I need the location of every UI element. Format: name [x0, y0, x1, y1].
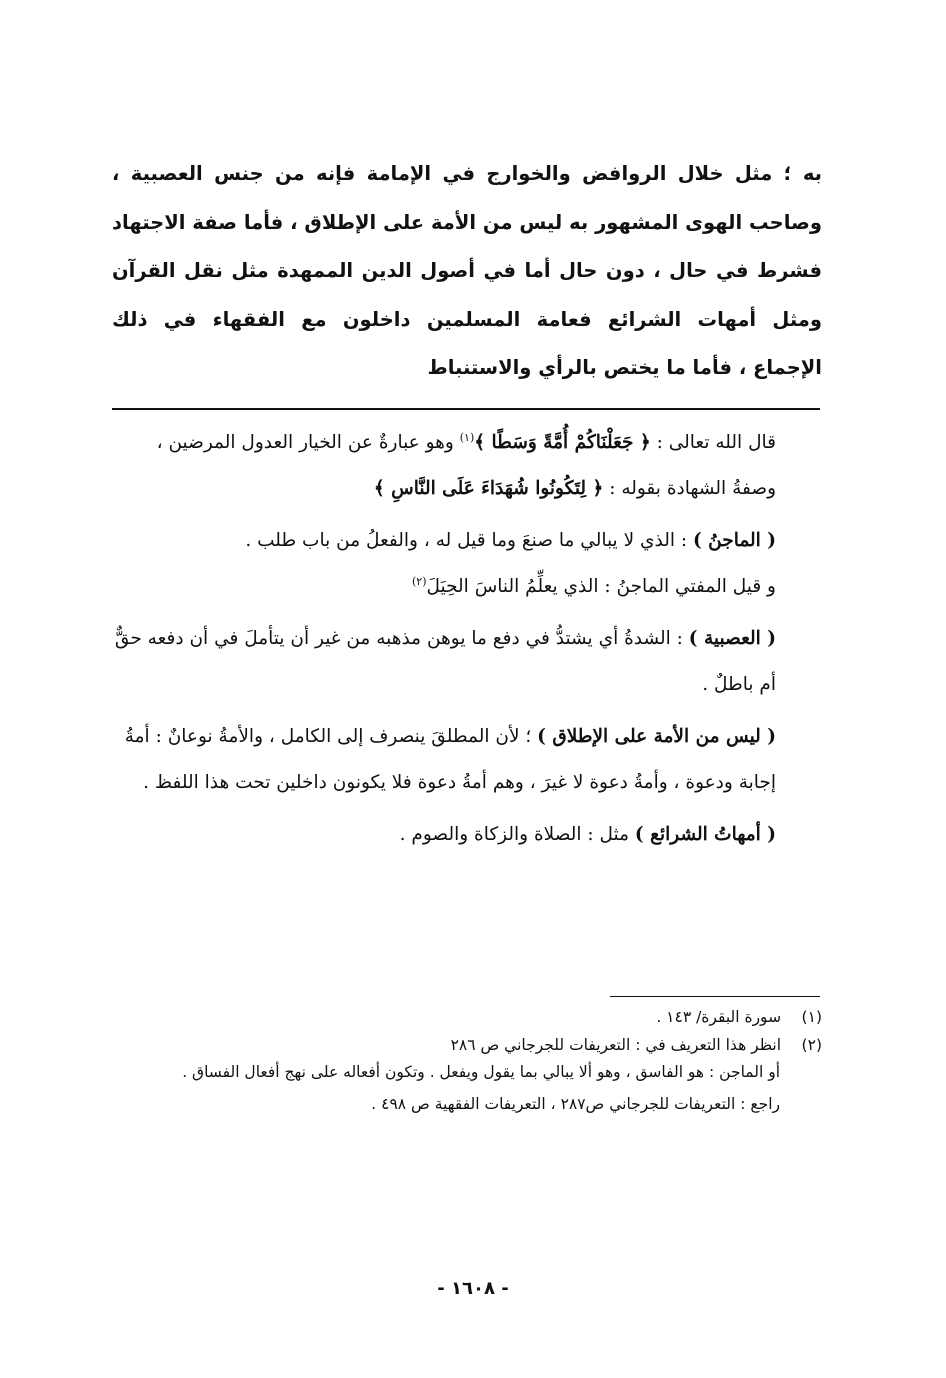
commentary-text: قال الله تعالى : — [650, 432, 776, 453]
commentary-paragraph — [112, 564, 822, 610]
footnote — [112, 1032, 822, 1060]
footnote-ref: (١) — [459, 430, 475, 444]
commentary-paragraph — [112, 714, 822, 806]
quran-verse: ﴿ لِتَكُونُوا شُهَدَاءَ عَلَى النَّاسِ ﴾ — [373, 478, 604, 499]
defined-term: ( أمهاتُ الشرائع ) — [634, 824, 776, 845]
main-text-line: به ؛ مثل خلال الروافض والخوارج في الإمامة فإنه من جنس العصبية ، — [112, 162, 822, 185]
main-text-line: فشرط في حال ، دون حال أما في أصول الدين الممهدة مثل نقل القرآن — [112, 259, 822, 282]
footnote-number: (٢) — [801, 1035, 822, 1054]
main-text-line: ومثل أمهات الشرائع فعامة المسلمين داخلون مع الفقهاء في ذلك — [112, 307, 822, 331]
defined-term: ( ليس من الأمة على الإطلاق ) — [537, 726, 776, 747]
footnote-continuation: أو الماجن : هو الفاسق ، وهو ألا يبالي بما يقول ويفعل . وتكون أفعاله على نهج أفعال الفساق . — [182, 1063, 780, 1081]
commentary-text: : الشدةُ أي يشتدُّ في دفع ما يوهن مذهبه من غير أن يتأملَ في أن دفعه حقٌّ أم باطلٌ . — [114, 628, 776, 695]
main-text-block — [112, 150, 822, 393]
commentary-text: مثل : الصلاة والزكاة والصوم . — [399, 824, 635, 845]
commentary-paragraph — [112, 420, 822, 512]
footnote-separator-rule — [610, 996, 820, 997]
commentary-paragraph — [112, 616, 822, 708]
page-number: - ١٦٠٨ - — [437, 1278, 509, 1299]
commentary-paragraph — [112, 518, 822, 564]
footnote-text: انظر هذا التعريف في : التعريفات للجرجاني ص ٢٨٦ — [450, 1035, 782, 1054]
commentary-paragraph — [112, 812, 822, 858]
footnote-ref: (٢) — [412, 574, 427, 588]
footnote — [112, 1004, 822, 1032]
commentary-text: ؛ لأن المطلقَ ينصرف إلى الكامل ، والأمةُ نوعانٌ : أمةُ إجابة ودعوة ، وأمةُ دعوة لا غيرَ ، وهم أمةُ دعوة فلا يكونون داخلين تحت هذا اللفظ . — [124, 726, 776, 793]
footnote-text: سورة البقرة/ ١٤٣ . — [656, 1008, 782, 1026]
footnotes-block — [112, 1004, 822, 1118]
defined-term: ( الماجنُ ) — [692, 530, 776, 551]
main-text-line: وصاحب الهوى المشهور به ليس من الأمة على الإطلاق ، فأما صفة الاجتهاد — [112, 210, 822, 234]
quran-verse: ﴿ جَعَلْنَاكُمْ أُمَّةً وَسَطًا ﴾ — [474, 432, 651, 453]
defined-term: ( العصبية ) — [688, 628, 776, 649]
main-text-line: الإجماع ، فأما ما يختص بالرأي والاستنباط — [427, 356, 822, 379]
footnote-continuation: راجع : التعريفات للجرجاني ص٢٨٧ ، التعريفات الفقهية ص ٤٩٨ . — [371, 1094, 780, 1113]
main-separator-rule — [112, 408, 820, 410]
footnote-number: (١) — [801, 1008, 822, 1026]
commentary-text: وهو عبارةٌ عن الخيار العدول المرضين ، وصفةُ الشهادة بقوله : — [156, 432, 776, 499]
commentary-text: : الذي لا يبالي ما صنعَ وما قيل له ، والفعلُ من باب طلب . — [245, 530, 693, 551]
commentary-block — [112, 420, 822, 858]
commentary-text: و قيل المفتي الماجنُ : الذي يعلِّمُ الناسَ الحِيَلَ — [426, 576, 776, 597]
